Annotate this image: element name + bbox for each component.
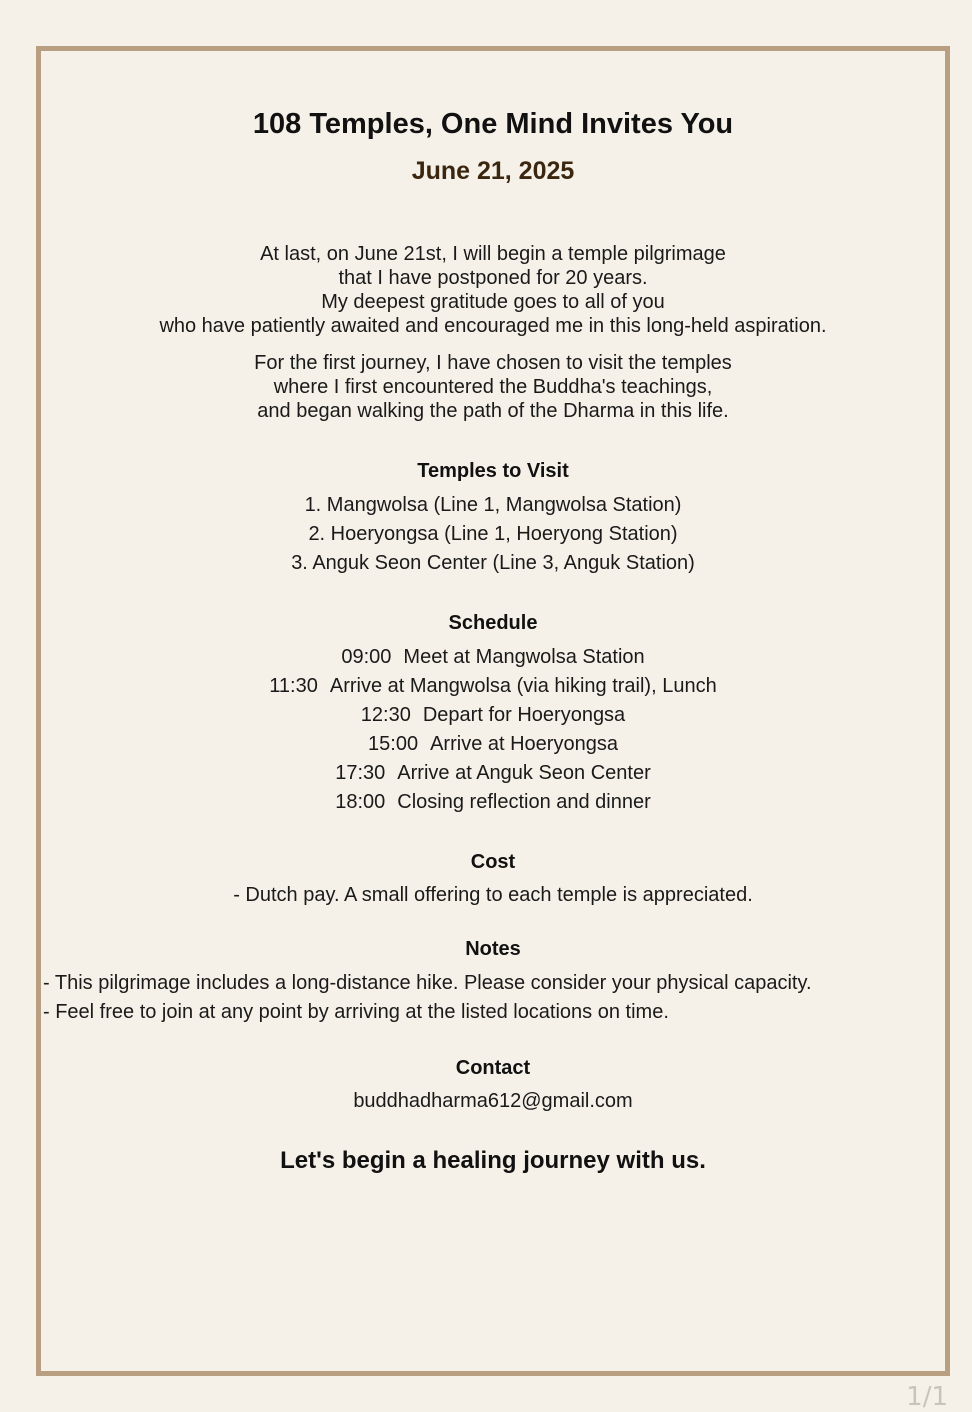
intro-line: My deepest gratitude goes to all of you bbox=[321, 291, 665, 313]
note-item: - Feel free to join at any point by arriving at the listed locations on time. bbox=[43, 1001, 669, 1023]
temple-item: 3. Anguk Seon Center (Line 3, Anguk Station) bbox=[291, 552, 695, 574]
schedule-activity: Arrive at Mangwolsa (via hiking trail), Lunch bbox=[329, 675, 717, 697]
schedule-activity: Depart for Hoeryongsa bbox=[422, 704, 626, 726]
cost-text: - Dutch pay. A small offering to each temple is appreciated. bbox=[233, 884, 753, 906]
intro-line: that I have postponed for 20 years. bbox=[338, 267, 648, 289]
schedule-list bbox=[41, 643, 945, 817]
schedule-item bbox=[41, 788, 945, 817]
contact-heading: Contact bbox=[455, 1057, 531, 1079]
schedule-time: 18:00 bbox=[335, 791, 386, 813]
invitation-date: June 21, 2025 bbox=[411, 157, 575, 185]
notes-heading: Notes bbox=[465, 938, 521, 960]
contact-email[interactable]: buddhadharma612@gmail.com bbox=[353, 1090, 633, 1112]
intro-line: who have patiently awaited and encouraged me in this long-held aspiration. bbox=[159, 315, 827, 337]
invitation-frame bbox=[36, 46, 950, 1376]
schedule-time: 11:30 bbox=[269, 675, 318, 697]
schedule-item bbox=[41, 672, 945, 701]
intro-line: For the first journey, I have chosen to visit the temples bbox=[254, 352, 732, 374]
schedule-time: 15:00 bbox=[368, 733, 419, 755]
schedule-activity: Meet at Mangwolsa Station bbox=[403, 646, 645, 668]
invitation-title: 108 Temples, One Mind Invites You bbox=[252, 108, 734, 140]
cost-heading: Cost bbox=[470, 851, 516, 873]
page-indicator: 1/1 bbox=[906, 1382, 948, 1412]
schedule-activity: Arrive at Hoeryongsa bbox=[430, 733, 618, 755]
intro-line: At last, on June 21st, I will begin a temple pilgrimage bbox=[260, 243, 726, 265]
notes-list bbox=[43, 969, 812, 1027]
schedule-activity: Arrive at Anguk Seon Center bbox=[397, 762, 651, 784]
schedule-item bbox=[41, 701, 945, 730]
schedule-item bbox=[41, 759, 945, 788]
temple-item: 1. Mangwolsa (Line 1, Mangwolsa Station) bbox=[304, 494, 682, 516]
schedule-time: 12:30 bbox=[360, 704, 411, 726]
note-item: - This pilgrimage includes a long-distance hike. Please consider your physical capacity. bbox=[43, 972, 812, 994]
schedule-time: 17:30 bbox=[335, 762, 386, 784]
temples-heading: Temples to Visit bbox=[417, 460, 569, 482]
temple-item: 2. Hoeryongsa (Line 1, Hoeryong Station) bbox=[308, 523, 678, 545]
schedule-activity: Closing reflection and dinner bbox=[397, 791, 651, 813]
intro-line: where I first encountered the Buddha's teachings, bbox=[273, 376, 713, 398]
intro-paragraph-2 bbox=[41, 351, 945, 423]
closing-message: Let's begin a healing journey with us. bbox=[280, 1147, 706, 1174]
schedule-item bbox=[41, 643, 945, 672]
intro-line: and began walking the path of the Dharma in this life. bbox=[257, 400, 729, 422]
schedule-heading: Schedule bbox=[448, 612, 538, 634]
schedule-time: 09:00 bbox=[341, 646, 392, 668]
temples-list bbox=[41, 491, 945, 578]
intro-paragraph-1 bbox=[41, 242, 945, 338]
schedule-item bbox=[41, 730, 945, 759]
